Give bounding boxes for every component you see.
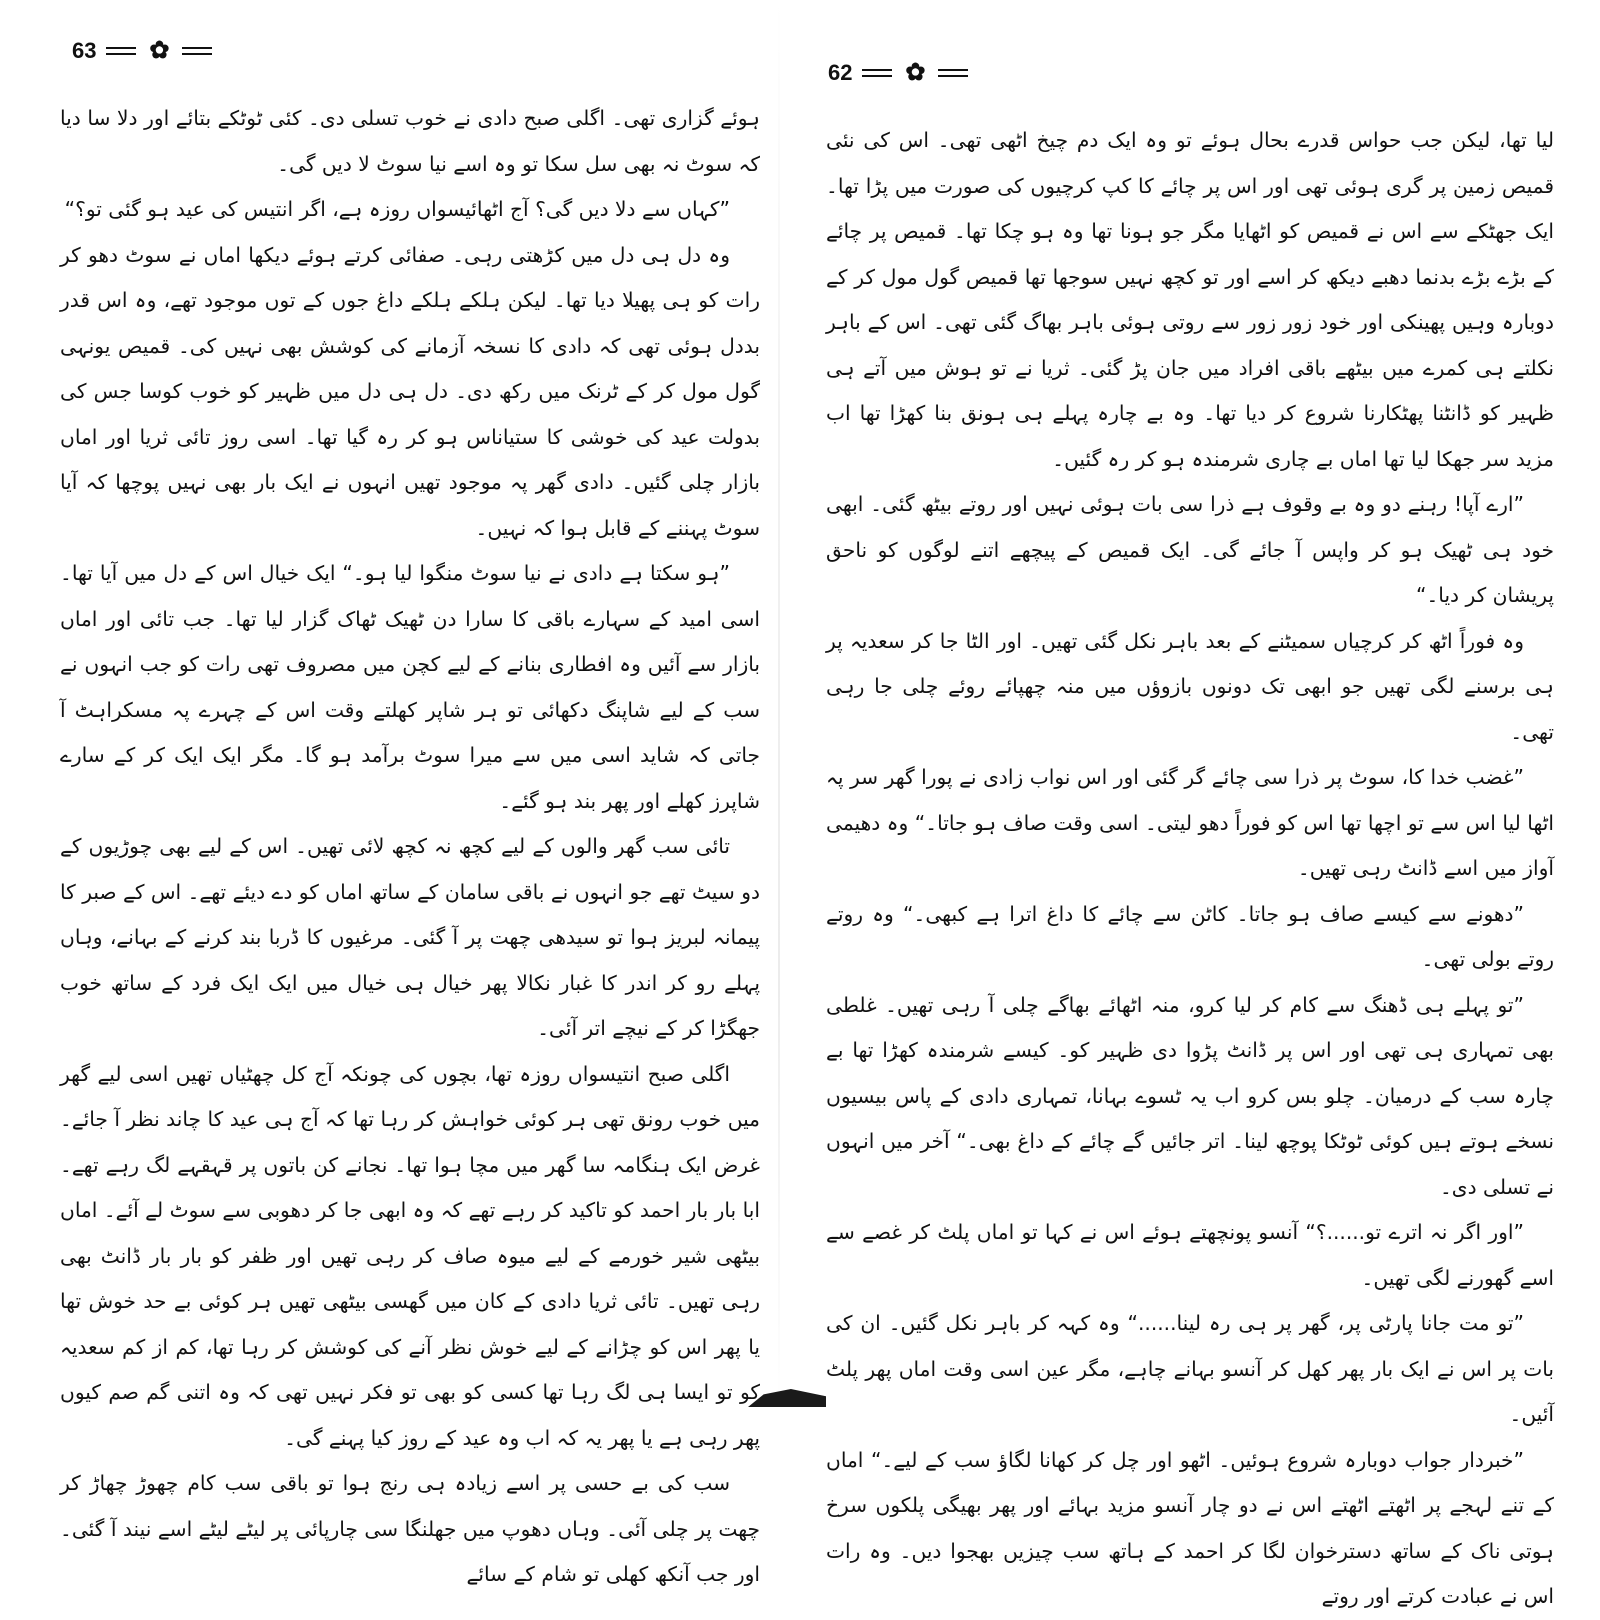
paragraph: وہ فوراً اٹھ کر کرچیاں سمیٹنے کے بعد باہر نکل گئی تھیں۔ اور الٹا جا کر سعدیہ پر ہی برسنے لگی تھیں جو ابھی تک دونوں بازوؤں میں منہ چھپائے روئے چلی جا رہی تھی۔ <box>826 628 1554 744</box>
paragraph: ”ہو سکتا ہے دادی نے نیا سوٹ منگوا لیا ہو۔“ ایک خیال اس کے دل میں آیا تھا۔ اسی امید کے سہارے باقی کا سارا دن ٹھیک ٹھاک گزار لیا تھا۔ جب تائی اور اماں بازار سے آئیں وہ افطاری بنانے کے لیے کچن میں مصروف تھی رات کو جب انہوں نے سب کے لیے شاپنگ دکھائی تو ہر شاپر کھلتے وقت اس کے چہرے پہ مسکراہٹ آ جاتی کہ شاید اسی میں سے میرا سوٹ برآمد ہو گا۔ مگر ایک ایک کر کے سارے شاپرز کھلے اور پھر بند ہو گئے۔ <box>60 561 760 813</box>
paragraph: ”تو پہلے ہی ڈھنگ سے کام کر لیا کرو، منہ اٹھائے بھاگے چلی آ رہی تھیں۔ غلطی بھی تمہاری ہی تھی اور اس پر ڈانٹ پڑوا دی ظہیر کو۔ کیسے شرمندہ کھڑا تھا بے چارہ سب کے درمیان۔ چلو بس کرو اب یہ ٹسوے بہانا، تمہاری دادی کے پاس بیسیوں نسخے ہوتے ہیں کوئی ٹوٹکا پوچھ لینا۔ اتر جائیں گے چائے کے داغ بھی۔“ آخر میں انہوں نے تسلی دی۔ <box>826 992 1554 1199</box>
paragraph: اگلی صبح انتیسواں روزہ تھا، بچوں کی چونکہ آج کل چھٹیاں تھیں اسی لیے گھر میں خوب رونق تھی ہر کوئی خواہش کر رہا تھا کہ آج ہی عید کا چاند نظر آ جائے۔ غرض ایک ہنگامہ سا گھر میں مچا ہوا تھا۔ نجانے کن باتوں پر قہقہے لگ رہے تھے۔ ابا بار بار احمد کو تاکید کر رہے تھے کہ وہ ابھی جا کر دھوبی سے سوٹ لے آئے۔ اماں بیٹھی شیر خورمے کے لیے میوہ صاف کر رہی تھیں اور ظفر کو بار بار ڈانٹ بھی رہی تھیں۔ تائی ثریا دادی کے کان میں گھسی بیٹھی تھیں ہر کوئی بے حد خوش تھا یا پھر اس کو چڑانے کے لیے خوش نظر آنے کی کوشش کر رہا تھا، کم از کم سعدیہ کو تو ایسا ہی لگ رہا تھا کسی کو بھی تو فکر نہیں تھی کہ وہ اتنی گم صم کیوں پھر رہی ہے یا پھر یہ کہ اب وہ عید کے روز کیا پہنے گی۔ <box>60 1061 760 1450</box>
paragraph: سب کی بے حسی پر اسے زیادہ ہی رنج ہوا تو باقی سب کام چھوڑ چھاڑ کر چھت پر چلی آئی۔ وہاں دھوپ میں جھلنگا سی چارپائی پر لیٹے لیٹے اسے نیند آ گئی۔ اور جب آنکھ کھلی تو شام کے سائے <box>60 1471 760 1586</box>
paragraph: ”ارے آپا! رہنے دو وہ بے وقوف ہے ذرا سی بات ہوئی نہیں اور روتے بیٹھ گئی۔ ابھی خود ہی ٹھیک ہو کر واپس آ جائے گی۔ ایک قمیص کے پیچھے اتنے لوگوں کو ناحق پریشان کر دیا۔“ <box>826 492 1554 607</box>
left-page <box>0 0 800 1586</box>
paragraph: لیا تھا، لیکن جب حواس قدرے بحال ہوئے تو وہ ایک دم چیخ اٹھی تھی۔ اس کی نئی قمیص زمین پر گری ہوئی تھی اور اس پر چائے کا کپ کرچیوں کی صورت میں پڑا تھا۔ ایک جھٹکے سے اس نے قمیص کو اٹھایا مگر جو ہونا تھا وہ ہو چکا تھا۔ قمیص پر چائے کے بڑے بڑے بدنما دھبے دیکھ کر اسے اور تو کچھ نہیں سوجھا تھا قمیص گول مول کر کے دوبارہ وہیں پھینکی اور خود زور زور سے روتی ہوئی باہر بھاگ گئی تھی۔ اس کے باہر نکلتے ہی کمرے میں بیٹھے باقی افراد میں جان پڑ گئی۔ ثریا نے تو ہوش میں آتے ہی ظہیر کو ڈانٹنا پھٹکارنا شروع کر دیا تھا۔ وہ بے چارہ پہلے ہی ہونق بنا کھڑا تھا اب مزید سر جھکا لیا تھا اماں بے چاری شرمندہ ہو کر رہ گئیں۔ <box>826 128 1554 471</box>
paragraph: ”کہاں سے دلا دیں گی؟ آج اٹھائیسواں روزہ ہے، اگر انتیس کی عید ہو گئی تو؟“ <box>64 197 730 221</box>
flower-ornament-icon: ✿ <box>149 37 170 64</box>
paragraph: ”خبردار جواب دوبارہ شروع ہوئیں۔ اٹھو اور چل کر کھانا لگاؤ سب کے لیے۔“ اماں کے تنے لہجے پر اٹھتے اٹھتے اس نے دو چار آنسو مزید بہائے اور پھر بھیگی پلکوں سرخ ہوتی ناک کے ساتھ دسترخوان لگا کر احمد کے ہاتھ سب چیزیں بھجوا دیں۔ وہ رات اس نے عبادت کرتے اور روتے <box>826 1447 1554 1608</box>
right-rule-ornament-2 <box>938 69 968 77</box>
right-page-body <box>826 118 1554 1620</box>
right-page-number: 62 <box>828 60 853 85</box>
right-page <box>800 0 1600 1608</box>
left-page-header <box>72 38 212 64</box>
right-page-header <box>828 60 968 86</box>
flower-ornament-icon: ✿ <box>905 59 926 86</box>
paragraph: ”غضب خدا کا، سوٹ پر ذرا سی چائے گر گئی اور اس نواب زادی نے پورا گھر سر پہ اٹھا لیا اس سے تو اچھا تھا اس کو فوراً دھو لیتی۔ اسی وقت صاف ہو جاتا۔“ وہ دھیمی آواز میں اسے ڈانٹ رہی تھیں۔ <box>826 765 1554 880</box>
left-rule-ornament-2 <box>182 47 212 55</box>
paragraph: ”اور اگر نہ اترے تو......؟“ آنسو پونچھتے ہوئے اس نے کہا تو اماں پلٹ کر غصے سے اسے گھورنے لگی تھیں۔ <box>826 1220 1554 1290</box>
paragraph: ”تو مت جانا پارٹی پر، گھر پر ہی رہ لینا......“ وہ کہہ کر باہر نکل گئیں۔ ان کی بات پر اس نے ایک بار پھر کھل کر آنسو بہانے چاہے، مگر عین اسی وقت اماں پھر پلٹ آئیں۔ <box>826 1311 1554 1426</box>
left-page-body <box>60 96 760 1598</box>
paragraph: ہوئے گزاری تھی۔ اگلی صبح دادی نے خوب تسلی دی۔ کئی ٹوٹکے بتائے اور دلا سا دیا کہ سوٹ نہ بھی سل سکا تو وہ اسے نیا سوٹ لا دیں گی۔ <box>60 106 760 176</box>
book-binding-shadow <box>778 0 780 1407</box>
paragraph: تائی سب گھر والوں کے لیے کچھ نہ کچھ لائی تھیں۔ اس کے لیے بھی چوڑیوں کے دو سیٹ تھے جو انہوں نے باقی سامان کے ساتھ اماں کو دے دیئے تھے۔ اس کے صبر کا پیمانہ لبریز ہوا تو سیدھی چھت پر آ گئی۔ مرغیوں کا ڈربا بند کرنے کے بہانے، وہاں پہلے رو کر اندر کا غبار نکالا پھر خیال ہی خیال میں ایک ایک فرد کے ساتھ خوب جھگڑا کر کے نیچے اتر آئی۔ <box>60 834 760 1040</box>
left-rule-ornament <box>106 47 136 55</box>
paragraph: ”دھونے سے کیسے صاف ہو جاتا۔ کاٹن سے چائے کا داغ اترا ہے کبھی۔“ وہ روتے روتے بولی تھی۔ <box>826 901 1554 971</box>
right-rule-ornament <box>862 69 892 77</box>
left-page-number: 63 <box>72 38 97 63</box>
paragraph: وہ دل ہی دل میں کڑھتی رہی۔ صفائی کرتے ہوئے دیکھا اماں نے سوٹ دھو کر رات کو ہی پھیلا دیا تھا۔ لیکن ہلکے ہلکے داغ جوں کے توں موجود تھے، وہ اس قدر بددل ہوئی تھی کہ دادی کا نسخہ آزمانے کی کوشش بھی نہیں کی۔ قمیص یونہی گول مول کر کے ٹرنک میں رکھ دی۔ دل ہی دل میں ظہیر کو خوب کوسا جس کی بدولت عید کی خوشی کا ستیاناس ہو کر رہ گیا تھا۔ اسی روز تائی ثریا اور اماں بازار چلی گئیں۔ دادی گھر پہ موجود تھیں انہوں نے ایک بار بھی نہیں پوچھا کہ آیا سوٹ پہننے کے قابل ہوا کہ نہیں۔ <box>60 242 760 540</box>
